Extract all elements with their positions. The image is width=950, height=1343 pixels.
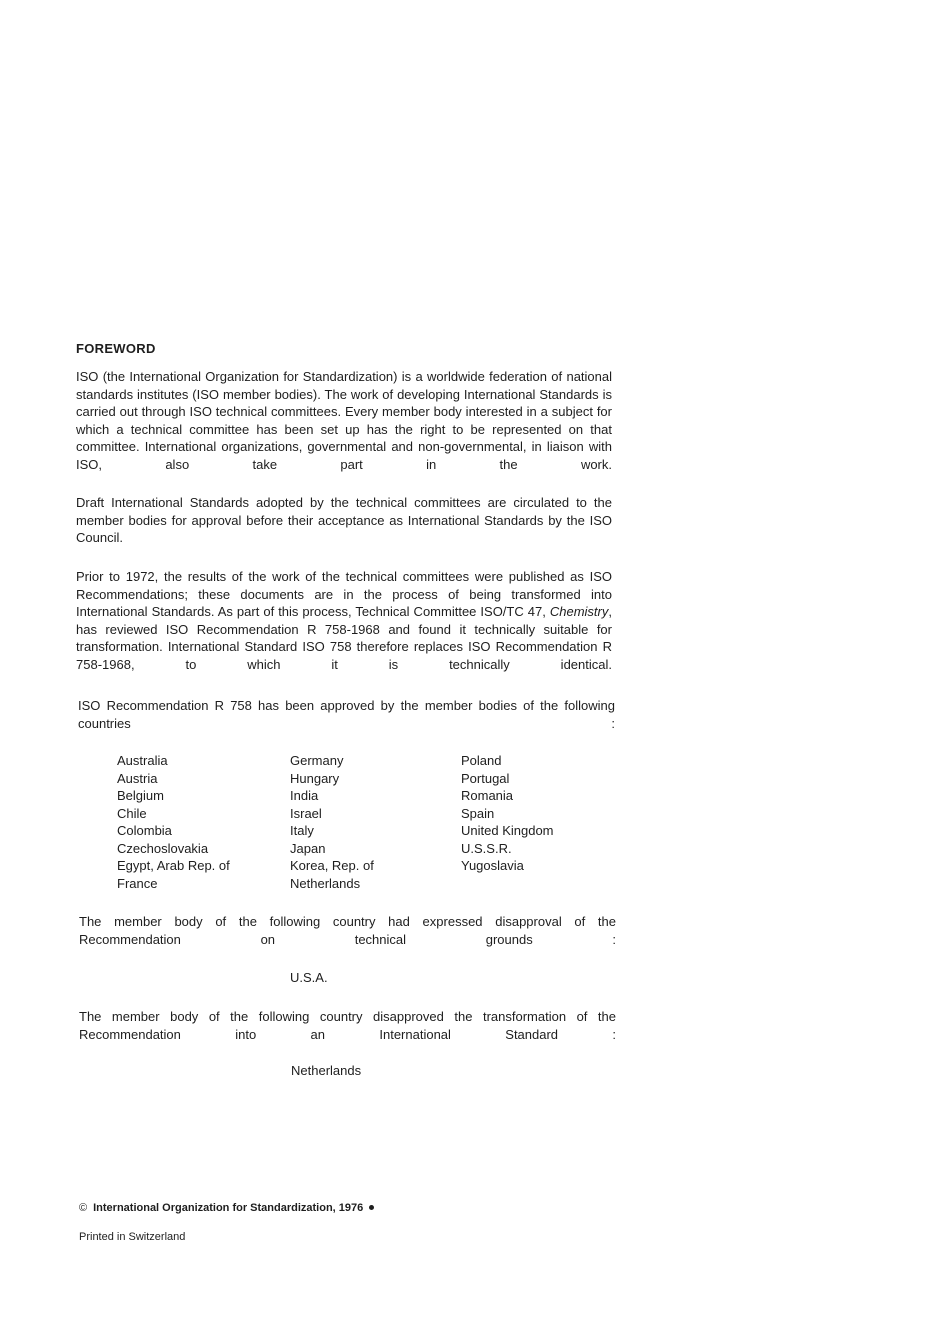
- printed-in-notice: Printed in Switzerland: [79, 1231, 186, 1243]
- country-item: Colombia: [117, 823, 172, 838]
- country-item: Australia: [117, 753, 168, 768]
- country-item: Portugal: [461, 770, 510, 786]
- countries-column-3: [461, 752, 554, 875]
- approving-countries-list: [117, 752, 637, 897]
- countries-column-1: [117, 752, 230, 892]
- country-item: Korea, Rep. of: [290, 858, 374, 873]
- country-item: India: [290, 788, 319, 803]
- country-item: Czechoslovakia: [117, 840, 209, 856]
- disapproving-country: U.S.A.: [290, 970, 328, 985]
- foreword-paragraph-drafts: Draft International Standards adopted by the technical committees are circulated to the member bodies for approval before their acceptance as International Standards by the ISO Council.: [76, 495, 612, 546]
- foreword-paragraph-iso: ISO (the International Organization for Standardization) is a worldwide federation of national standards institutes (ISO member bodies). The work of developing International Standards is carried out through ISO technical committees. Every member body interested in a subject for which a technical committee has been set up has the right to be represented on that committee. International organizations, governmental and non-governmental, in liaison with ISO, also take part in the work.: [76, 369, 612, 472]
- approval-intro: ISO Recommendation R 758 has been approved by the member bodies of the following countries :: [78, 698, 615, 731]
- country-item: Egypt, Arab Rep. of: [117, 858, 230, 873]
- country-item: Germany: [290, 753, 344, 768]
- country-item: Poland: [461, 753, 502, 768]
- country-item: Hungary: [290, 770, 340, 786]
- history-text-after: , has reviewed ISO Recommendation R 758-1968 and found it technically suitable for transformation. International Standard ISO 758 therefore replaces ISO Recommendation R 758-1968, to which it is technically identical.: [76, 604, 612, 672]
- country-item: Netherlands: [290, 875, 361, 891]
- country-item: U.S.S.R.: [461, 840, 512, 856]
- copyright-text: International Organization for Standardization, 1976: [93, 1202, 364, 1214]
- committee-title: Chemistry: [549, 604, 609, 620]
- foreword-heading: FOREWORD: [76, 341, 156, 356]
- country-item: Austria: [117, 770, 158, 786]
- country-item: Romania: [461, 788, 514, 803]
- country-item: Italy: [290, 823, 314, 838]
- history-text-before: Prior to 1972, the results of the work of the technical committees were published as ISO Recommendations; these documents are in the process of being transformed into International Standards. As part of this process, Technical Committee ISO/TC 47,: [76, 569, 612, 620]
- bullet-dot-icon: [369, 1205, 374, 1210]
- country-item: Yugoslavia: [461, 858, 524, 873]
- copyright-notice: [79, 1202, 374, 1214]
- country-item: Chile: [117, 805, 147, 821]
- country-item: Spain: [461, 805, 495, 821]
- country-item: France: [117, 875, 158, 891]
- copyright-symbol: ©: [79, 1202, 88, 1214]
- country-item: Japan: [290, 840, 326, 856]
- countries-column-2: [290, 752, 374, 892]
- country-item: Israel: [290, 805, 322, 821]
- foreword-paragraph-history: [76, 568, 612, 691]
- disapproval-intro: The member body of the following country had expressed disapproval of the Recommendation on technical grounds :: [79, 914, 616, 947]
- country-item: Belgium: [117, 788, 164, 803]
- country-item: United Kingdom: [461, 823, 554, 838]
- transformation-disapproving-country: Netherlands: [291, 1063, 362, 1078]
- transformation-intro: The member body of the following country disapproved the transformation of the Recommendation into an International Standard :: [79, 1009, 616, 1042]
